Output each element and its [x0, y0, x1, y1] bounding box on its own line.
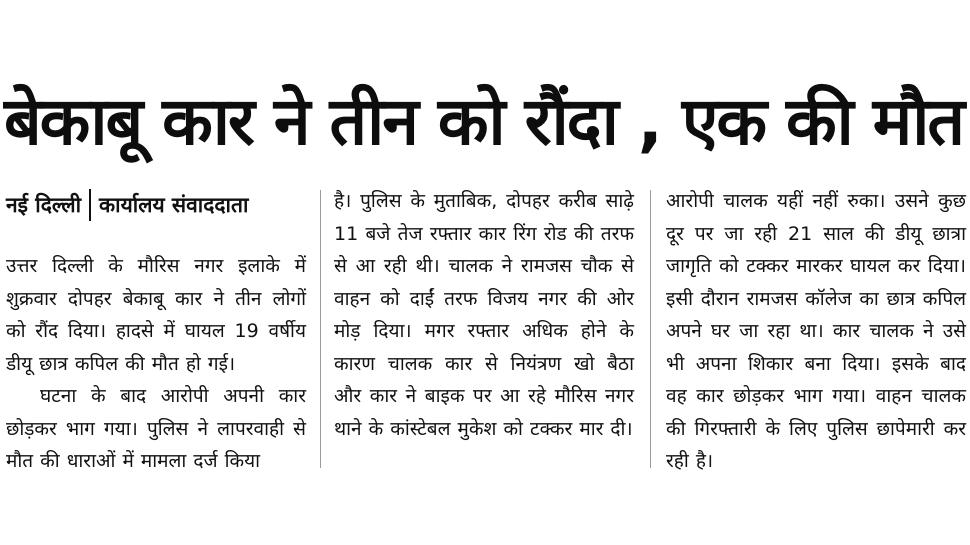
byline	[6, 188, 248, 222]
article-paragraph: उत्तर दिल्ली के मौरिस नगर इलाके में शुक्रवार दोपहर बेकाबू कार ने तीन लोगों को रौंद दिया। हादसे में घायल 19 वर्षीय डीयू छात्र कपिल की मौत हो गई।	[6, 255, 306, 375]
article-column-1	[6, 250, 306, 478]
article-paragraph: घटना के बाद आरोपी अपनी कार छोड़कर भाग गया। पुलिस ने लापरवाही से मौत की धाराओं में मामला दर्ज किया	[6, 385, 306, 472]
byline-reporter: कार्यालय संवाददाता	[99, 193, 249, 217]
article-column-2	[334, 185, 634, 445]
article-paragraph: है। पुलिस के मुताबिक, दोपहर करीब साढ़े 11 बजे तेज रफ्तार कार रिंग रोड की तरफ से आ रही थी। चालक ने रामजस चौक से वाहन को दाईं तरफ विजय नगर की ओर मोड़ दिया। मगर रफ्तार अधिक होने के कारण चालक कार से नियंत्रण खो बैठा और कार ने बाइक पर आ रहे मौरिस नगर थाने के कांस्टेबल मुकेश को टक्कर मार दी।	[334, 190, 634, 440]
byline-location: नई दिल्ली	[6, 193, 82, 217]
headline: बेकाबू कार ने तीन को रौंदा , एक की मौत	[4, 83, 963, 160]
article-paragraph: आरोपी चालक यहीं नहीं रुका। उसने कुछ दूर पर जा रही 21 साल की डीयू छात्रा जागृति को टक्कर मारकर घायल कर दिया। इसी दौरान रामजस कॉलेज का छात्र कपिल अपने घर जा रहा था। कार चालक ने उसे भी अपना शिकार बना दिया। इसके बाद वह कार छोड़कर भाग गया। वाहन चालक की गिरफ्तारी के लिए पुलिस छापेमारी कर रही है।	[666, 190, 966, 472]
article-column-3	[666, 185, 966, 478]
column-divider	[320, 190, 321, 468]
column-divider	[650, 190, 651, 468]
byline-divider	[89, 189, 91, 221]
